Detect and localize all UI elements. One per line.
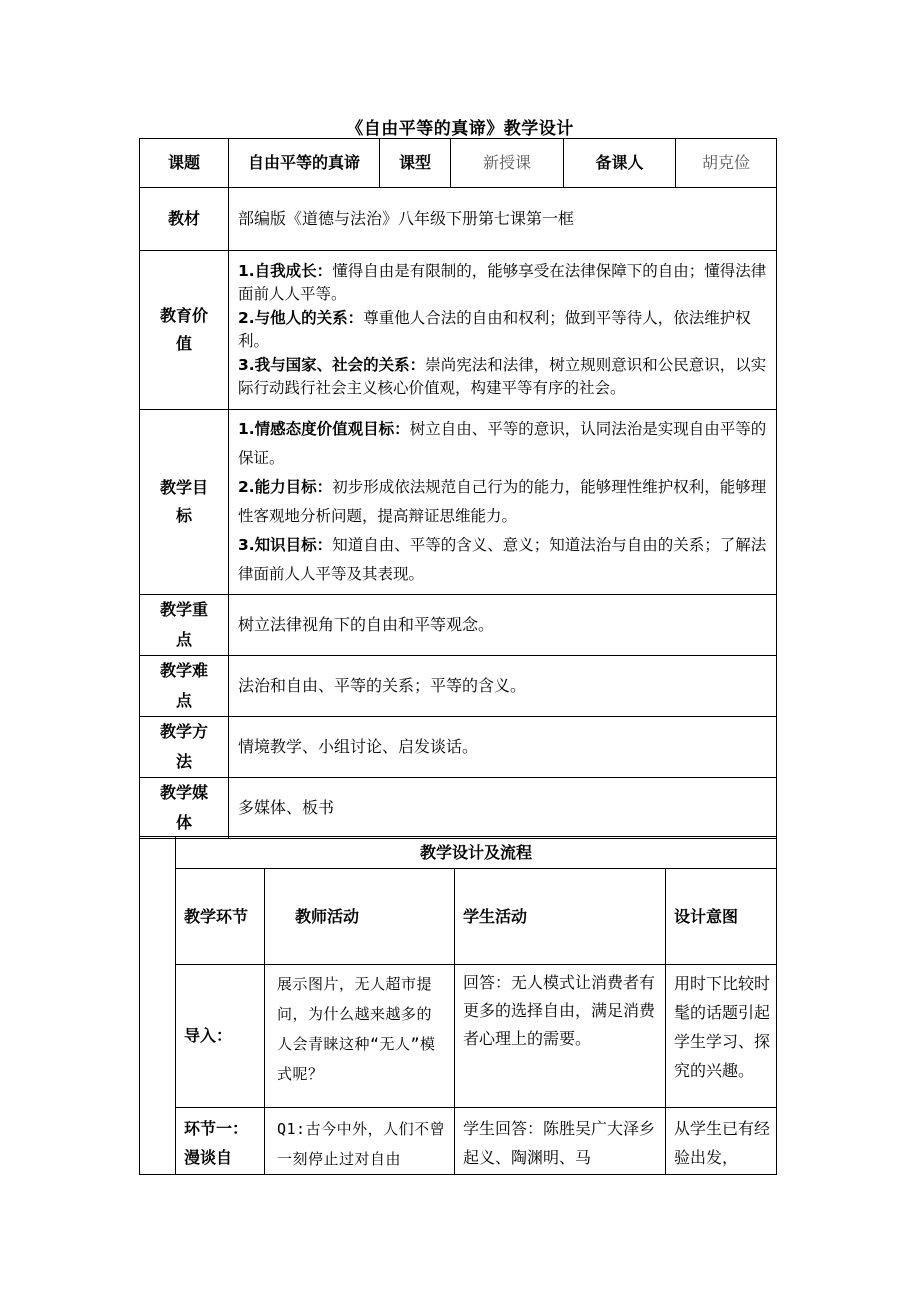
goal-item — [238, 531, 767, 589]
teacher-cell: 展示图片，无人超市提问，为什么越来越多的人会青睐这种“无人”模式呢？ — [265, 965, 455, 1108]
value-item — [238, 307, 767, 354]
table-row — [140, 965, 777, 1108]
material-value: 部编版《道德与法治》八年级下册第七课第一框 — [229, 188, 777, 251]
goal-item-text: 初步形成依法规范自己行为的能力，能够理性维护权利，能够理性客观地分析问题，提高辩证思维能力。 — [238, 478, 767, 525]
intent-cell: 用时下比较时髦的话题引起学生学习、探究的兴趣。 — [666, 965, 777, 1108]
stage-cell: 环节一：漫谈自 — [176, 1108, 265, 1175]
material-row — [140, 188, 777, 251]
type-value: 新授课 — [451, 139, 564, 188]
preparer-label: 备课人 — [564, 139, 676, 188]
method-row — [140, 717, 777, 778]
preparer-value: 胡克俭 — [676, 139, 777, 188]
flow-table — [139, 836, 777, 1175]
value-item — [238, 354, 767, 401]
key-label: 教学重点 — [140, 595, 229, 656]
goal-item — [238, 415, 767, 473]
page-title: 《自由平等的真谛》教学设计 — [346, 119, 574, 139]
goal-content — [229, 410, 777, 595]
stage-cell: 导入： — [176, 965, 265, 1108]
method-value: 情境教学、小组讨论、启发谈话。 — [229, 717, 777, 778]
goal-item — [238, 473, 767, 531]
media-value: 多媒体、板书 — [229, 778, 777, 839]
header-stage: 教学环节 — [176, 869, 265, 965]
goal-label: 教学目标 — [140, 410, 229, 595]
value-content — [229, 251, 777, 410]
topic-value: 自由平等的真谛 — [229, 139, 380, 188]
header-teacher: 教师活动 — [265, 869, 455, 965]
flow-header-row — [140, 869, 777, 965]
goal-item-text: 树立自由、平等的意识，认同法治是实现自由平等的保证。 — [238, 420, 767, 467]
value-label: 教育价值 — [140, 251, 229, 410]
media-row — [140, 778, 777, 839]
type-label: 课型 — [380, 139, 451, 188]
value-item-head: 2.与他人的关系： — [238, 308, 364, 327]
topic-row — [140, 139, 777, 188]
table-row — [140, 1108, 777, 1175]
difficulty-row — [140, 656, 777, 717]
header-student: 学生活动 — [455, 869, 666, 965]
intent-cell: 从学生已有经验出发， — [666, 1108, 777, 1175]
value-item — [238, 260, 767, 307]
topic-label: 课题 — [140, 139, 229, 188]
header-intent: 设计意图 — [666, 869, 777, 965]
value-item-text: 崇尚宪法和法律，树立规则意识和公民意识，以实际行动践行社会主义核心价值观，构建平等有序的社会。 — [238, 355, 767, 397]
value-item-text: 尊重他人合法的自由和权利；做到平等待人，依法维护权利。 — [238, 308, 751, 350]
info-table — [139, 138, 777, 839]
key-row — [140, 595, 777, 656]
material-label: 教材 — [140, 188, 229, 251]
value-item-text: 懂得自由是有限制的，能够享受在法律保障下的自由；懂得法律面前人人平等。 — [238, 261, 767, 303]
goal-row — [140, 410, 777, 595]
media-label: 教学媒体 — [140, 778, 229, 839]
value-row — [140, 251, 777, 410]
value-item-head: 3.我与国家、社会的关系： — [238, 355, 426, 374]
key-value: 树立法律视角下的自由和平等观念。 — [229, 595, 777, 656]
flow-left-margin — [140, 837, 176, 1175]
difficulty-value: 法治和自由、平等的关系；平等的含义。 — [229, 656, 777, 717]
goal-item-head: 2.能力目标： — [238, 478, 333, 496]
method-label: 教学方法 — [140, 717, 229, 778]
goal-item-text: 知道自由、平等的含义、意义；知道法治与自由的关系；了解法律面前人人平等及其表现。 — [238, 536, 767, 583]
flow-title: 教学设计及流程 — [176, 837, 777, 869]
goal-item-head: 3.知识目标： — [238, 536, 333, 554]
difficulty-label: 教学难点 — [140, 656, 229, 717]
goal-item-head: 1.情感态度价值观目标： — [238, 420, 410, 438]
student-cell: 学生回答：陈胜吴广大泽乡起义、陶渊明、马 — [455, 1108, 666, 1175]
flow-title-row — [140, 837, 777, 869]
teacher-cell: Q1:古今中外，人们不曾一刻停止过对自由 — [265, 1108, 455, 1175]
student-cell: 回答：无人模式让消费者有更多的选择自由，满足消费者心理上的需要。 — [455, 965, 666, 1108]
value-item-head: 1.自我成长： — [238, 261, 333, 280]
